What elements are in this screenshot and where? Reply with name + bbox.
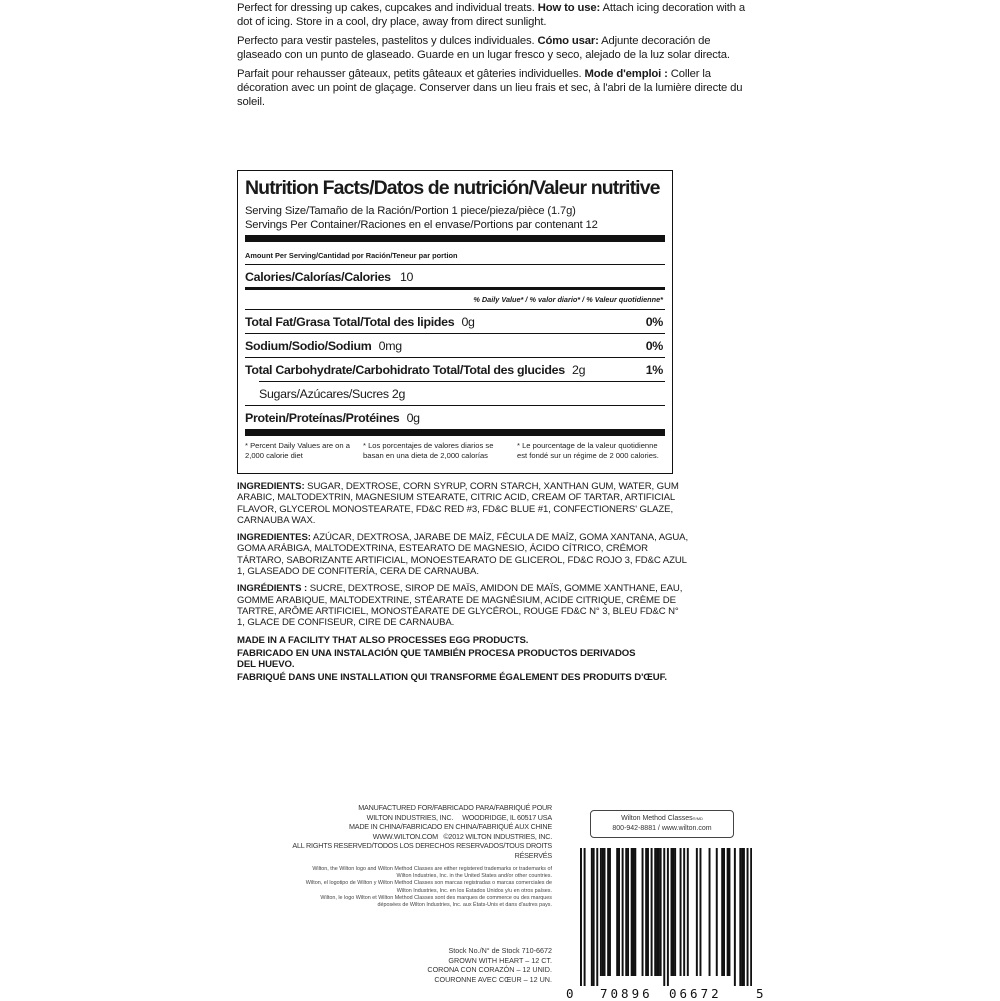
protein-row [245,411,665,425]
usage-french: Parfait pour rehausser gâteaux, petits gâteaux et gâteries individuelles. Mode d'emploi : Coller la décoration avec un point de glaçage. Conserver dans un lieu frais et sec, à l'abri de la lumière directe du soleil. [237,68,743,108]
sodium-label: Sodium/Sodio/Sodium [245,339,372,353]
barcode-bar [634,848,636,976]
barcode-bar [660,848,662,976]
manufacturer-line: ALL RIGHTS RESERVED/TODOS LOS DERECHOS RESERVADOS/TOUS DROITS RÉSERVÉS [292,841,552,860]
daily-value-header: % Daily Value* / % valor diario* / % Valeur quotidienne* [473,295,663,304]
barcode-bar [651,848,653,976]
barcode-bar [591,848,593,986]
allergen-statement [237,635,689,684]
upc-first-digit: 0 [566,986,574,1001]
stock-info [380,946,552,984]
barcode-bar [618,848,620,976]
trademark-french: Wilton, le logo Wilton et Wilton Method Classes sont des marques de commerce ou des marques déposées de Wilton Industries, Inc. aux États-Unis et dans d'autres pays. [320,894,552,909]
barcode-bar [645,848,647,976]
barcode-bar [654,848,656,976]
footnote-french: * Le pourcentage de la valeur quotidienne est fondé sur un régime de 2 000 calories. [517,441,659,460]
barcode-bar [671,848,673,976]
trademark-notice [296,866,552,909]
barcode-bar [622,848,624,976]
calories-label: Calories/Calorías/Calories [245,270,391,284]
barcode-bar [658,848,660,976]
barcode-bar [687,848,689,976]
barcode-bar [631,848,633,976]
ingredients-english: INGREDIENTS: SUGAR, DEXTROSE, CORN SYRUP, CORN STARCH, XANTHAN GUM, WATER, GUM ARABIC, MALTODEXTRIN, MAGNESIUM STEARATE, CITRIC ACID, CREAM OF TARTAR, ARTIFICIAL FLAVOR, GLYCEROL MONOSTEARATE, FD&C RED #3, FD&C BLUE #1, CONFECTIONERS' GLAZE, CARNAUBA WAX. [237,481,679,526]
barcode-bar [642,848,644,976]
upc-last-digit: 5 [756,986,764,1001]
barcode-bar [728,848,730,976]
barcode-bar [667,848,669,986]
barcode-bar [596,848,598,986]
calories-value: 10 [399,270,414,284]
servings-per-container: Servings Per Container/Raciones en el envase/Portions par contenant 12 [245,219,598,231]
footnote-spanish: * Los porcentajes de valores diarios se basan en una dieta de 2,000 calorías [363,441,494,460]
barcode-bar [672,848,674,976]
barcode-bar [580,848,582,986]
total-carbohydrate-label: Total Carbohydrate/Carbohidrato Total/Total des glucides [245,363,565,377]
barcode-bar [609,848,611,976]
barcode-bar [747,848,749,986]
barcode-bar [734,848,736,986]
barcode-bar [699,848,701,976]
allergen-spanish: FABRICADO EN UNA INSTALACIÓN QUE TAMBIÉN PROCESA PRODUCTOS DERIVADOS DEL HUEVO. [237,647,636,671]
barcode-bar [727,848,729,976]
ingredients-section [237,481,689,686]
sodium-value: 0mg [378,339,402,353]
barcode-bar [584,848,586,986]
barcode-bar [593,848,595,986]
barcode-bar [721,848,723,976]
barcode-bar [709,848,711,976]
allergen-french: FABRIQUÉ DANS UNE INSTALLATION QUI TRANSFORME ÉGALEMENT DES PRODUITS D'ŒUF. [237,672,667,684]
divider [245,357,665,358]
total-carbohydrate-value: 2g [572,363,586,377]
divider-thick [245,235,665,242]
sodium-percent: 0% [645,339,663,353]
divider [245,264,665,265]
total-fat-label: Total Fat/Grasa Total/Total des lipides [245,315,455,329]
barcode-bar [696,848,698,976]
barcode-bar [663,848,665,986]
protein-label: Protein/Proteínas/Protéines [245,411,400,425]
barcode-bar [633,848,635,976]
footnote-english: * Percent Daily Values are on a 2,000 calorie diet [245,441,350,460]
barcode-bar [716,848,718,976]
classes-title: Wilton Method Classes$^{®/MD}$ [621,815,703,822]
allergen-english: MADE IN A FACILITY THAT ALSO PROCESSES EGG PRODUCTS. [237,634,529,646]
barcode-bar [723,848,725,976]
barcode-bar [741,848,743,986]
protein-value: 0g [406,411,420,425]
product-name-spanish: CORONA CON CORAZÓN – 12 UNID. [427,965,552,975]
sugars-row: Sugars/Azúcares/Sucres 2g [259,387,406,401]
divider-medium [245,287,665,290]
divider [259,381,665,382]
barcode-bar [674,848,676,976]
barcode-bar [625,848,627,976]
stock-number: Stock No./N° de Stock 710-6672 [448,946,552,955]
upc-barcode [580,848,752,986]
barcode-bar [743,848,745,986]
total-fat-percent: 0% [645,315,663,329]
divider-thick [245,429,665,436]
usage-spanish: Perfecto para vestir pasteles, pastelitos y dulces individuales. Cómo usar: Adjunte decoración de glaseado con un punto de glaseado. Guarde en un lugar fresco y seco, alejado de la luz solar directa. [237,35,730,61]
product-name-french: COURONNE AVEC CŒUR – 12 UN. [434,974,552,984]
divider [245,405,665,406]
usage-instructions [237,2,752,115]
sodium-row [245,339,665,353]
trademark-english: Wilton, the Wilton logo and Wilton Method Classes are either registered trademarks or trademarks of Wilton Industries, Inc. in the United States and/or other countries. [312,866,552,880]
calories-row [245,270,665,284]
divider [245,333,665,334]
method-classes-box [590,810,734,838]
barcode-bar [600,848,602,976]
divider [245,309,665,310]
ingredients-spanish: INGREDIENTES: AZÚCAR, DEXTROSA, JARABE DE MAÍZ, FÉCULA DE MAÍZ, GOMA XANTANA, AGUA, GOMA ARÁBIGA, MALTODEXTRINA, ESTEARATO DE MAGNESIO, ÁCIDO CÍTRICO, CRÉMOR TÁRTARO, SABORIZANTE ARTIFICIAL, MONOESTEARATO DE GLICEROL, FD&C ROJO 3, FD&C AZUL 1, GLASEADO DE CONFITERÍA, CERA DE CARNAUBA. [237,532,689,578]
registered-mark: ®/MD [692,816,703,821]
serving-size: Serving Size/Tamaño de la Ración/Portion 1 piece/pieza/pièce (1.7g) [245,205,576,217]
barcode-bar [647,848,649,976]
manufacturer-line: WWW.WILTON.COM ©2012 WILTON INDUSTRIES, INC. [372,831,552,841]
total-carbohydrate-percent: 1% [645,363,663,377]
usage-english: Perfect for dressing up cakes, cupcakes and individual treats. How to use: Attach icing decoration with a dot of icing. Store in a cool, dry place, away from direct sunlight. [237,2,745,28]
manufacturer-info [256,803,552,861]
total-fat-row [245,315,665,329]
nutrition-title: Nutrition Facts/Datos de nutrición/Valeur nutritive [245,177,660,199]
barcode-bar [604,848,606,976]
classes-contact: 800-942-8881 / www.wilton.com [612,825,712,832]
manufacturer-line: WILTON INDUSTRIES, INC. WOODRIDGE, IL 60517 USA [366,812,552,822]
manufacturer-line: MANUFACTURED FOR/FABRICADO PARA/FABRIQUÉ POUR [358,803,552,812]
barcode-bar [683,848,685,976]
barcode-bar [750,848,752,986]
amount-per-serving: Amount Per Serving/Cantidad por Ración/Teneur par portion [245,251,458,260]
ingredients-french: INGRÉDIENTS : SUCRE, DEXTROSE, SIROP DE MAÏS, AMIDON DE MAÏS, GOMME XANTHANE, EAU, GOMME ARABIQUE, MALTODEXTRINE, STÉARATE DE MAGNÉSIUM, ACIDE CITRIQUE, CRÈME DE TARTRE, ARÔME ARTIFICIEL, MONOSTÉARATE DE GLYCÉROL, ROUGE FD&C N° 3, BLEU FD&C N° 1, GLACE DE CONFISEUR, CIRE DE CARNAUBA. [237,583,683,629]
trademark-spanish: Wilton, el logotipo de Wilton y Wilton Method Classes son marcas registradas o marcas comerciales de Wilton Industries, Inc. en los Estados Unidos y/u en otros países. [305,880,552,894]
barcode-bar [616,848,618,976]
total-carbohydrate-row [245,363,665,377]
barcode-bar [656,848,658,976]
manufacturer-line: MADE IN CHINA/FABRICADO EN CHINA/FABRIQUÉ AUX CHINE [348,822,552,832]
upc-left-digits: 70896 [600,986,653,1001]
total-fat-value: 0g [461,315,475,329]
barcode-bar [627,848,629,976]
barcode-bar [680,848,682,976]
barcode-bar [602,848,604,976]
nutrition-facts-panel [237,170,673,474]
product-name-english: GROWN WITH HEART – 12 CT. [448,955,552,965]
barcode-bar [739,848,741,986]
upc-right-digits: 06672 [669,986,722,1001]
barcode-bar [607,848,609,976]
